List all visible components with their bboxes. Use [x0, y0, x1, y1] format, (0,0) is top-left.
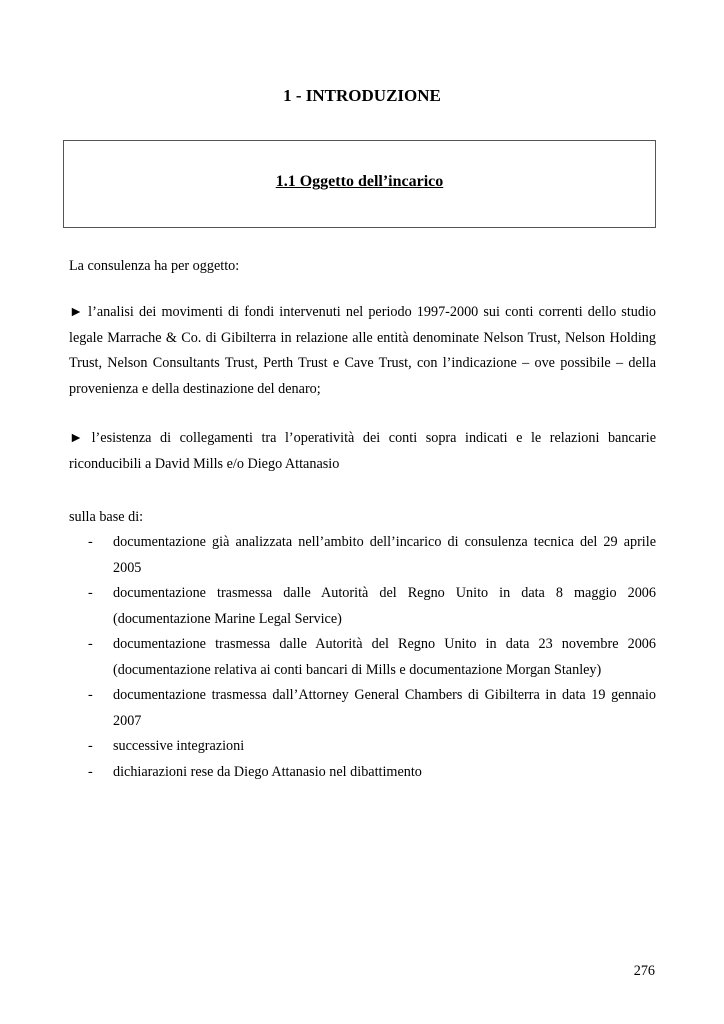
- basis-list: [69, 530, 656, 785]
- page-title: 1 - INTRODUZIONE: [283, 86, 441, 105]
- list-item: [69, 530, 656, 581]
- intro-text: La consulenza ha per oggetto:: [69, 258, 240, 274]
- page-number: 276: [633, 963, 655, 979]
- list-item-text: documentazione trasmessa dall’Attorney General Chambers di Gibilterra in data 19 gennaio 2007: [113, 687, 656, 729]
- paragraph-connections: [69, 426, 656, 477]
- dash-marker: -: [88, 738, 93, 754]
- triangle-bullet-icon: ►: [69, 430, 84, 446]
- dash-marker: -: [88, 636, 93, 652]
- list-item-text: dichiarazioni rese da Diego Attanasio nel dibattimento: [113, 763, 422, 780]
- paragraph-analysis-text: l’analisi dei movimenti di fondi intervenuti nel periodo 1997-2000 sui conti correnti dello studio legale Marrache & Co. di Gibilterra in relazione alle entità denominate Nelson Trust, Nelson Holding Trust, Nelson Consultants Trust, Perth Trust e Cave Trust, con l’indicazione – ove possibile – della provenienza e della destinazione del denaro;: [69, 304, 656, 397]
- list-item: [69, 734, 656, 760]
- paragraph-analysis: [69, 300, 656, 402]
- dash-marker: -: [88, 534, 93, 550]
- list-item-text: successive integrazioni: [113, 738, 245, 754]
- list-item-text: documentazione trasmessa dalle Autorità del Regno Unito in data 23 novembre 2006 (documentazione relativa ai conti bancari di Mills e documentazione Morgan Stanley): [113, 636, 656, 678]
- dash-marker: -: [88, 687, 93, 703]
- triangle-bullet-icon: ►: [69, 304, 84, 320]
- list-item-text: documentazione trasmessa dalle Autorità del Regno Unito in data 8 maggio 2006 (documentazione Marine Legal Service): [113, 585, 656, 627]
- list-item: [69, 581, 656, 632]
- list-item: [69, 760, 656, 786]
- list-item: [69, 683, 656, 734]
- list-item: [69, 632, 656, 683]
- paragraph-connections-text: l’esistenza di collegamenti tra l’operatività dei conti sopra indicati e le relazioni bancarie riconducibili a David Mills e/o Diego Attanasio: [69, 430, 656, 472]
- dash-marker: -: [88, 763, 93, 780]
- section-title: 1.1 Oggetto dell’incarico: [275, 173, 444, 190]
- list-item-text: documentazione già analizzata nell’ambito dell’incarico di consulenza tecnica del 29 aprile 2005: [113, 534, 656, 576]
- section-box: [63, 140, 656, 228]
- basis-label: sulla base di:: [69, 509, 144, 525]
- dash-marker: -: [88, 585, 93, 601]
